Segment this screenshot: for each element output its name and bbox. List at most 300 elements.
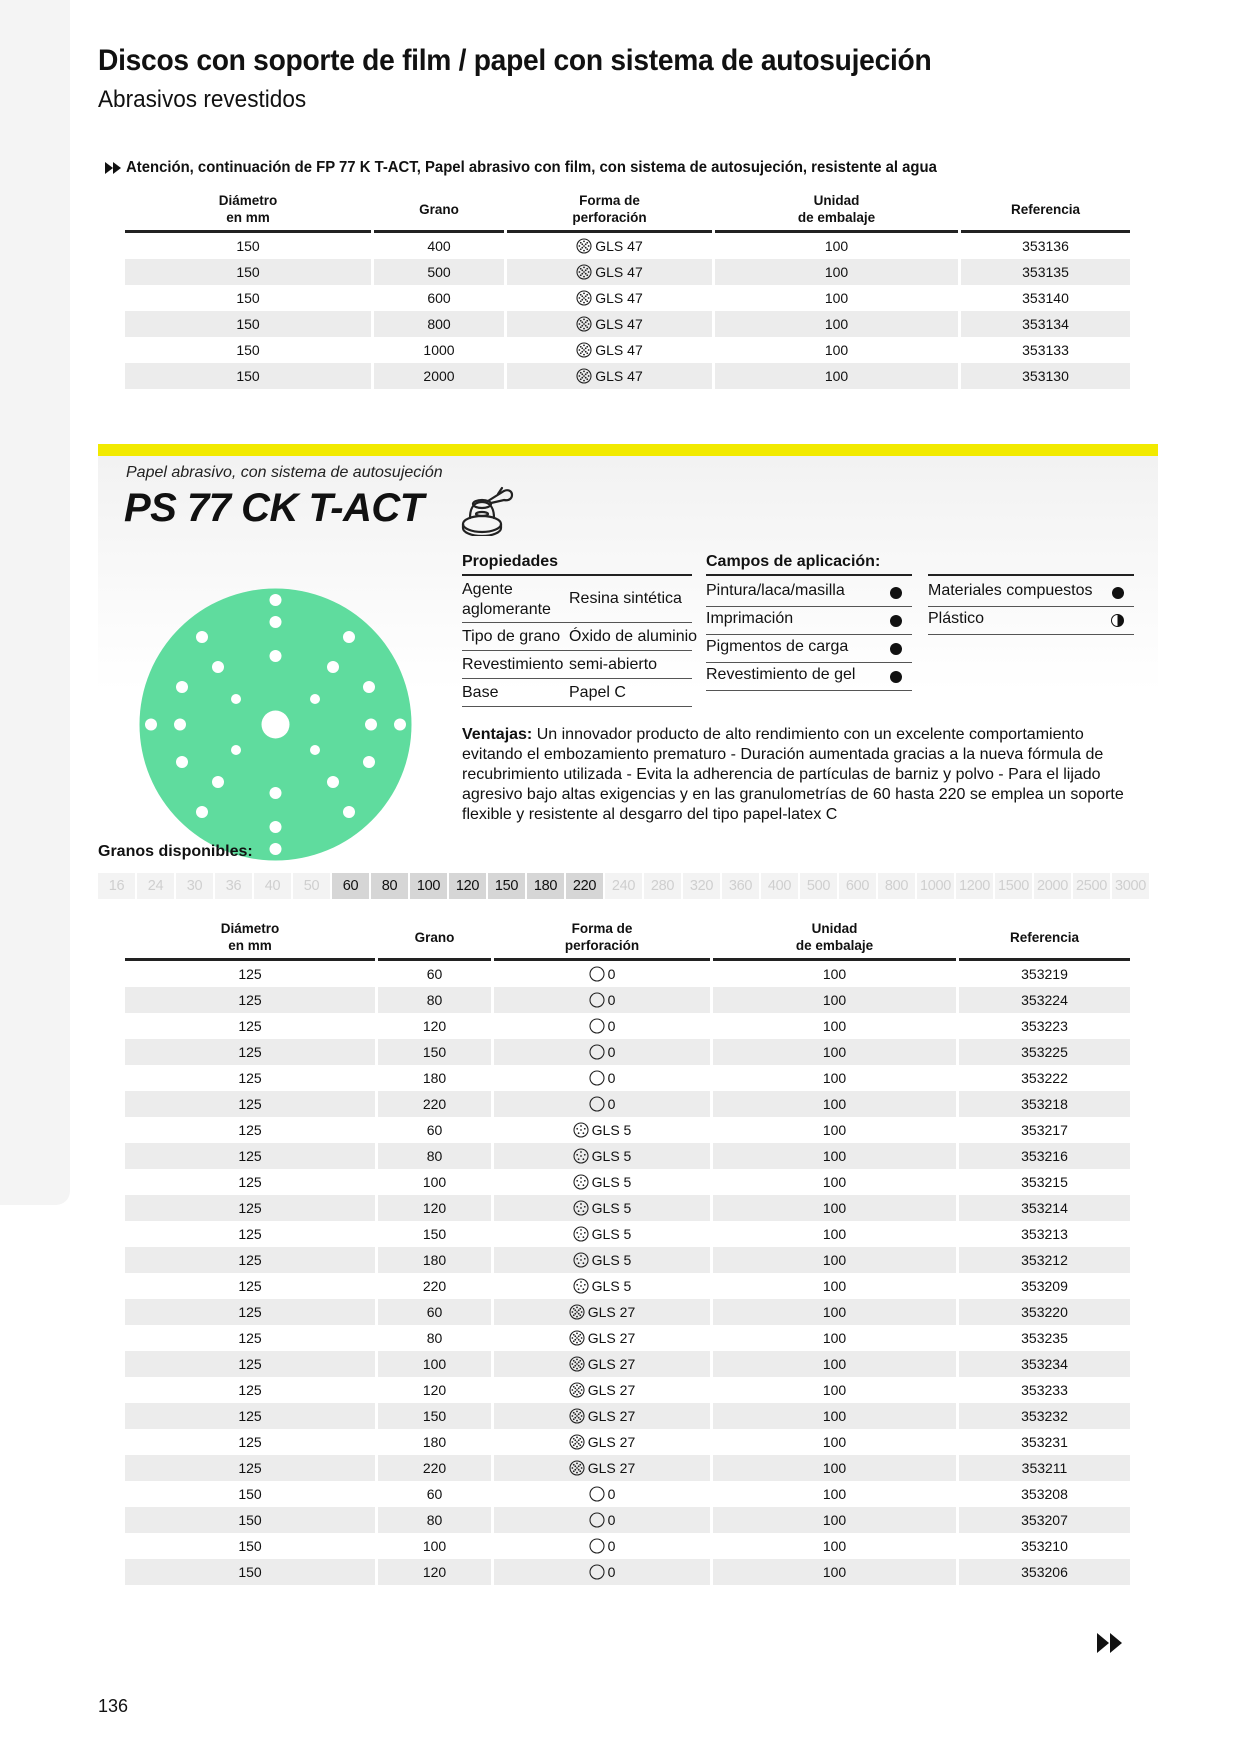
properties-row-divider <box>462 706 692 707</box>
cell-diameter: 150 <box>125 1559 375 1585</box>
cell-reference: 353207 <box>959 1507 1130 1533</box>
cell-perforation <box>507 311 712 337</box>
perforation-label: GLS 5 <box>591 1226 632 1242</box>
cell-diameter: 125 <box>238 1330 262 1346</box>
orbital-sander-icon <box>458 484 522 536</box>
column-grain: Grano <box>378 918 491 961</box>
cell-reference: 353136 <box>1022 238 1069 254</box>
table-row <box>125 259 1130 285</box>
gls47-perforation-icon <box>576 264 592 280</box>
gls5-perforation-icon <box>573 1148 589 1164</box>
cell-unit: 100 <box>713 987 956 1013</box>
applications-row-divider <box>928 606 1134 607</box>
cell-unit: 100 <box>713 1455 956 1481</box>
full-circle-icon <box>890 615 902 627</box>
cell-reference: 353235 <box>1021 1330 1068 1346</box>
application-label: Imprimación <box>706 610 794 627</box>
perforation-label: GLS 27 <box>587 1356 636 1372</box>
cell-reference: 353223 <box>1021 1018 1068 1034</box>
table-row <box>125 1299 1130 1325</box>
perforation-label: 0 <box>607 966 616 982</box>
cell-reference: 353225 <box>959 1039 1130 1065</box>
cell-perforation <box>494 1533 710 1559</box>
cell-perforation <box>494 1559 710 1585</box>
cell-unit: 100 <box>713 1559 956 1585</box>
grain-chip: 240 <box>605 873 642 899</box>
cell-grain: 80 <box>426 1330 443 1346</box>
table-row <box>125 1065 1130 1091</box>
application-label: Pigmentos de carga <box>706 638 849 655</box>
table-row <box>125 1273 1130 1299</box>
cell-grain: 600 <box>427 290 451 306</box>
grain-chip: 220 <box>566 873 603 899</box>
properties-row-divider <box>462 650 692 651</box>
gls47-perforation-icon <box>576 290 592 306</box>
property-label: Tipo de grano <box>462 628 561 645</box>
cell-perforation <box>494 1247 710 1273</box>
cell-unit: 100 <box>824 238 849 254</box>
cell-unit: 100 <box>822 966 847 982</box>
cell-unit: 100 <box>713 1403 956 1429</box>
cell-reference: 353211 <box>959 1455 1130 1481</box>
cell-diameter: 125 <box>125 1091 375 1117</box>
cell-grain: 120 <box>378 1559 491 1585</box>
table-row <box>125 233 1130 259</box>
product-tagline: Papel abrasivo, con sistema de autosujeción <box>126 464 443 481</box>
side-tab <box>0 0 70 1205</box>
no-perforation-icon <box>589 1044 605 1060</box>
cell-grain: 100 <box>378 1351 491 1377</box>
table-row <box>125 1195 1130 1221</box>
cell-grain: 60 <box>426 1486 443 1502</box>
properties-row-divider <box>462 678 692 679</box>
table-row <box>125 1377 1130 1403</box>
article-table-continuation <box>122 190 1133 389</box>
cell-perforation <box>507 233 712 259</box>
property-label: Agente aglomerante <box>462 581 551 618</box>
cell-perforation <box>494 1273 710 1299</box>
table-row <box>125 1117 1130 1143</box>
cell-grain: 220 <box>378 1091 491 1117</box>
table-row <box>125 1143 1130 1169</box>
perforation-label: GLS 47 <box>595 290 643 306</box>
cell-reference: 353130 <box>961 363 1130 389</box>
half-circle-icon <box>1111 614 1124 627</box>
cell-unit: 100 <box>822 1070 847 1086</box>
cell-diameter: 125 <box>238 1434 262 1450</box>
cell-perforation <box>507 363 712 389</box>
cell-unit: 100 <box>822 1538 847 1554</box>
column-reference: Referencia <box>959 918 1130 961</box>
no-perforation-icon <box>589 1096 605 1112</box>
cell-grain: 150 <box>378 1403 491 1429</box>
no-perforation-icon <box>589 1018 605 1034</box>
cell-unit: 100 <box>822 1226 847 1242</box>
properties-row-divider <box>462 622 692 623</box>
property-label: Base <box>462 684 499 701</box>
cell-reference: 353134 <box>961 311 1130 337</box>
cell-perforation <box>494 1195 710 1221</box>
cell-reference: 353214 <box>959 1195 1130 1221</box>
cell-perforation <box>494 1351 710 1377</box>
cell-grain: 80 <box>378 1143 491 1169</box>
grain-chip: 280 <box>644 873 681 899</box>
grain-chip: 1000 <box>917 873 954 899</box>
cell-unit: 100 <box>715 363 958 389</box>
section-accent-bar <box>98 444 1158 456</box>
cell-reference: 353217 <box>1021 1122 1068 1138</box>
cell-grain: 120 <box>422 1018 447 1034</box>
properties-title: Propiedades <box>462 553 559 570</box>
cell-diameter: 125 <box>125 1455 375 1481</box>
cell-unit: 100 <box>824 342 849 358</box>
cell-unit: 100 <box>822 1486 847 1502</box>
cell-reference: 353135 <box>961 259 1130 285</box>
cell-unit: 100 <box>713 1507 956 1533</box>
cell-grain: 180 <box>422 1434 447 1450</box>
property-value: semi-abierto <box>569 656 658 673</box>
perforation-label: GLS 47 <box>595 264 643 280</box>
perforation-label: 0 <box>607 1018 616 1034</box>
grain-availability-strip <box>98 873 1151 899</box>
cell-perforation <box>494 1065 710 1091</box>
column-diameter: Diámetro en mm <box>125 190 371 233</box>
column-diameter: Diámetro en mm <box>125 918 375 961</box>
gls27-perforation-icon <box>569 1356 585 1372</box>
cell-reference: 353215 <box>1021 1174 1068 1190</box>
perforation-label: GLS 47 <box>595 238 643 254</box>
grain-chip: 150 <box>488 873 525 899</box>
gls5-perforation-icon <box>573 1174 589 1190</box>
cell-perforation <box>494 1481 710 1507</box>
table-row <box>125 1533 1130 1559</box>
cell-reference: 353234 <box>959 1351 1130 1377</box>
cell-reference: 353218 <box>959 1091 1130 1117</box>
property-label: Revestimiento <box>462 656 564 673</box>
attention-note: Atención, continuación de FP 77 K T-ACT, Papel abrasivo con film, con sistema de autosujeción, resistente al agua <box>126 159 937 176</box>
cell-reference: 353233 <box>1021 1382 1068 1398</box>
column-perforation: Forma de perforación <box>507 190 712 233</box>
cell-grain: 220 <box>422 1278 447 1294</box>
cell-grain: 150 <box>378 1039 491 1065</box>
grain-chip: 30 <box>176 873 213 899</box>
cell-diameter: 125 <box>238 1174 262 1190</box>
cell-unit: 100 <box>713 1039 956 1065</box>
cell-perforation <box>494 1169 710 1195</box>
grain-chip: 120 <box>449 873 486 899</box>
property-value: Óxido de aluminio <box>569 628 698 645</box>
table-row <box>125 1247 1130 1273</box>
table-row <box>125 1221 1130 1247</box>
table-row <box>125 1481 1130 1507</box>
table-row <box>125 1429 1130 1455</box>
gls5-perforation-icon <box>573 1252 589 1268</box>
grain-chip: 400 <box>761 873 798 899</box>
cell-reference: 353220 <box>959 1299 1130 1325</box>
table-row <box>125 1403 1130 1429</box>
grain-chip: 600 <box>839 873 876 899</box>
gls47-perforation-icon <box>576 238 592 254</box>
cell-unit: 100 <box>822 1018 847 1034</box>
cell-grain: 80 <box>378 987 491 1013</box>
no-perforation-icon <box>589 1564 605 1580</box>
table-row <box>125 1559 1130 1585</box>
cell-reference: 353222 <box>1021 1070 1068 1086</box>
table-row <box>125 1013 1130 1039</box>
properties-rule <box>462 574 692 576</box>
gls27-perforation-icon <box>569 1382 585 1398</box>
cell-diameter: 150 <box>125 259 371 285</box>
perforation-label: 0 <box>607 1044 616 1060</box>
cell-unit: 100 <box>824 290 849 306</box>
perforation-label: GLS 5 <box>591 1148 632 1164</box>
cell-grain: 180 <box>378 1247 491 1273</box>
cell-diameter: 150 <box>236 290 260 306</box>
page-number: 136 <box>98 1696 129 1716</box>
perforation-label: 0 <box>607 992 616 1008</box>
cell-grain: 150 <box>422 1226 447 1242</box>
cell-perforation <box>494 1039 710 1065</box>
table-row <box>125 337 1130 363</box>
cell-unit: 100 <box>713 1195 956 1221</box>
table-row <box>125 1507 1130 1533</box>
perforation-label: 0 <box>607 1070 616 1086</box>
cell-perforation <box>494 987 710 1013</box>
cell-perforation <box>494 1325 710 1351</box>
cell-reference: 353140 <box>1022 290 1069 306</box>
cell-perforation <box>494 1221 710 1247</box>
gls27-perforation-icon <box>569 1434 585 1450</box>
cell-perforation <box>494 1091 710 1117</box>
grain-chip: 60 <box>332 873 369 899</box>
gls27-perforation-icon <box>569 1408 585 1424</box>
gls47-perforation-icon <box>576 342 592 358</box>
cell-diameter: 125 <box>125 1195 375 1221</box>
table-row <box>125 1169 1130 1195</box>
gls27-perforation-icon <box>569 1460 585 1476</box>
cell-unit: 100 <box>713 1247 956 1273</box>
applications-title: Campos de aplicación: <box>706 553 881 570</box>
cell-unit: 100 <box>822 1122 847 1138</box>
table-row <box>125 1039 1130 1065</box>
applications-rule <box>706 574 912 576</box>
cell-diameter: 125 <box>125 1039 375 1065</box>
grain-chip: 16 <box>98 873 135 899</box>
cell-grain: 120 <box>378 1195 491 1221</box>
full-circle-icon <box>890 671 902 683</box>
no-perforation-icon <box>589 1512 605 1528</box>
table-row <box>125 1091 1130 1117</box>
cell-diameter: 125 <box>238 1278 262 1294</box>
gls5-perforation-icon <box>573 1122 589 1138</box>
perforation-label: GLS 5 <box>591 1174 632 1190</box>
cell-diameter: 125 <box>125 1403 375 1429</box>
cell-grain: 1000 <box>423 342 455 358</box>
page-title: Discos con soporte de film / papel con sistema de autosujeción <box>98 44 932 77</box>
cell-diameter: 125 <box>238 1018 262 1034</box>
cell-grain: 60 <box>378 1299 491 1325</box>
perforation-label: GLS 47 <box>595 342 643 358</box>
gls5-perforation-icon <box>573 1278 589 1294</box>
column-grain: Grano <box>374 190 504 233</box>
perforation-label: 0 <box>607 1538 616 1554</box>
cell-diameter: 150 <box>125 311 371 337</box>
grain-chip: 100 <box>410 873 447 899</box>
perforation-label: GLS 5 <box>591 1122 632 1138</box>
gls5-perforation-icon <box>573 1200 589 1216</box>
grain-chip: 360 <box>722 873 759 899</box>
grain-chip: 2000 <box>1034 873 1071 899</box>
grain-chip: 40 <box>254 873 291 899</box>
table-header-row <box>125 918 1130 961</box>
no-perforation-icon <box>589 1070 605 1086</box>
applications-row-divider <box>706 690 912 691</box>
gls47-perforation-icon <box>576 316 592 332</box>
cell-reference: 353209 <box>1021 1278 1068 1294</box>
application-label: Materiales compuestos <box>928 582 1093 599</box>
table-row <box>125 961 1130 987</box>
cell-diameter: 125 <box>238 1382 262 1398</box>
cell-diameter: 125 <box>125 1143 375 1169</box>
cell-unit: 100 <box>713 1091 956 1117</box>
cell-reference: 353224 <box>959 987 1130 1013</box>
cell-diameter: 150 <box>236 342 260 358</box>
cell-reference: 353212 <box>959 1247 1130 1273</box>
cell-perforation <box>494 1403 710 1429</box>
full-circle-icon <box>890 643 902 655</box>
cell-perforation <box>494 1117 710 1143</box>
table-header-row <box>125 190 1130 233</box>
cell-diameter: 150 <box>236 238 260 254</box>
full-circle-icon <box>1112 587 1124 599</box>
cell-reference: 353232 <box>959 1403 1130 1429</box>
grain-chip: 80 <box>371 873 408 899</box>
cell-diameter: 125 <box>238 1122 262 1138</box>
cell-reference: 353216 <box>959 1143 1130 1169</box>
cell-perforation <box>507 285 712 311</box>
cell-grain: 180 <box>422 1070 447 1086</box>
gls47-perforation-icon <box>576 368 592 384</box>
cell-diameter: 150 <box>125 1507 375 1533</box>
grain-chip: 320 <box>683 873 720 899</box>
table-row <box>125 1351 1130 1377</box>
cell-reference: 353206 <box>959 1559 1130 1585</box>
grain-chip: 3000 <box>1112 873 1149 899</box>
cell-diameter: 125 <box>125 1299 375 1325</box>
page-subtitle: Abrasivos revestidos <box>98 86 307 113</box>
cell-diameter: 150 <box>125 363 371 389</box>
article-table <box>122 918 1133 1585</box>
column-unit: Unidad de embalaje <box>713 918 956 961</box>
perforation-label: GLS 47 <box>595 316 643 332</box>
cell-grain: 60 <box>426 966 443 982</box>
cell-perforation <box>494 1455 710 1481</box>
cell-unit: 100 <box>822 1382 847 1398</box>
product-name: PS 77 CK T-ACT <box>124 486 424 530</box>
grain-chip: 1500 <box>995 873 1032 899</box>
perforation-label: GLS 27 <box>587 1460 636 1476</box>
perforation-label: GLS 27 <box>587 1408 636 1424</box>
abrasive-disc-image <box>138 587 413 862</box>
no-perforation-icon <box>589 1538 605 1554</box>
table-row <box>125 1455 1130 1481</box>
property-value: Resina sintética <box>569 590 682 607</box>
perforation-label: 0 <box>607 1486 616 1502</box>
cell-perforation <box>494 1507 710 1533</box>
cell-diameter: 125 <box>125 1247 375 1273</box>
column-unit: Unidad de embalaje <box>715 190 958 233</box>
applications-row-divider <box>706 634 912 635</box>
cell-reference: 353210 <box>1021 1538 1068 1554</box>
cell-perforation <box>494 1143 710 1169</box>
perforation-label: GLS 5 <box>591 1200 632 1216</box>
table-row <box>125 311 1130 337</box>
grain-chip: 500 <box>800 873 837 899</box>
cell-diameter: 125 <box>125 987 375 1013</box>
perforation-label: 0 <box>607 1564 616 1580</box>
perforation-label: GLS 27 <box>587 1434 636 1450</box>
cell-grain: 100 <box>422 1538 447 1554</box>
cell-reference: 353231 <box>1021 1434 1068 1450</box>
cell-diameter: 150 <box>238 1538 262 1554</box>
cell-perforation <box>494 1013 710 1039</box>
cell-grain: 800 <box>374 311 504 337</box>
advantages-text: Ventajas: Un innovador producto de alto rendimiento con un excelente comportamiento evitando el embozamiento prematuro - Duración aumentada gracias a la nueva fórmula de recubrimiento utilizada - Evita la adherencia de partículas de barniz y polvo - Para el lijado agresivo bajo altas exigencias y en las granulometrías de 60 hasta 220 se emplea un soporte flexible y resistente al desgarro del tipo papel-latex C <box>462 726 1124 823</box>
gls5-perforation-icon <box>573 1226 589 1242</box>
cell-perforation <box>494 1377 710 1403</box>
cell-perforation <box>507 337 712 363</box>
cell-unit: 100 <box>713 1299 956 1325</box>
perforation-label: 0 <box>607 1096 616 1112</box>
cell-unit: 100 <box>713 1143 956 1169</box>
cell-unit: 100 <box>822 1434 847 1450</box>
cell-diameter: 150 <box>238 1486 262 1502</box>
grain-chip: 1200 <box>956 873 993 899</box>
cell-reference: 353133 <box>1022 342 1069 358</box>
cell-unit: 100 <box>822 1174 847 1190</box>
double-arrow-right-icon <box>104 160 124 176</box>
cell-reference: 353208 <box>1021 1486 1068 1502</box>
grain-chip: 24 <box>137 873 174 899</box>
double-arrow-right-icon <box>1096 1632 1124 1654</box>
cell-unit: 100 <box>715 259 958 285</box>
cell-unit: 100 <box>822 1330 847 1346</box>
cell-perforation <box>494 1429 710 1455</box>
property-value: Papel C <box>569 684 626 701</box>
application-label: Revestimiento de gel <box>706 666 856 683</box>
no-perforation-icon <box>589 1486 605 1502</box>
applications-row-divider <box>706 662 912 663</box>
cell-diameter: 125 <box>125 1351 375 1377</box>
applications-row-divider <box>706 606 912 607</box>
grain-chip: 50 <box>293 873 330 899</box>
application-label: Pintura/laca/masilla <box>706 582 845 599</box>
table-row <box>125 987 1130 1013</box>
perforation-label: GLS 5 <box>591 1278 632 1294</box>
cell-grain: 500 <box>374 259 504 285</box>
cell-grain: 120 <box>422 1382 447 1398</box>
cell-grain: 100 <box>422 1174 447 1190</box>
cell-diameter: 125 <box>238 966 262 982</box>
cell-grain: 220 <box>378 1455 491 1481</box>
column-perforation: Forma de perforación <box>494 918 710 961</box>
cell-reference: 353219 <box>1021 966 1068 982</box>
cell-grain: 80 <box>378 1507 491 1533</box>
cell-grain: 60 <box>426 1122 443 1138</box>
table-row <box>125 363 1130 389</box>
grain-chip: 2500 <box>1073 873 1110 899</box>
table-row <box>125 285 1130 311</box>
